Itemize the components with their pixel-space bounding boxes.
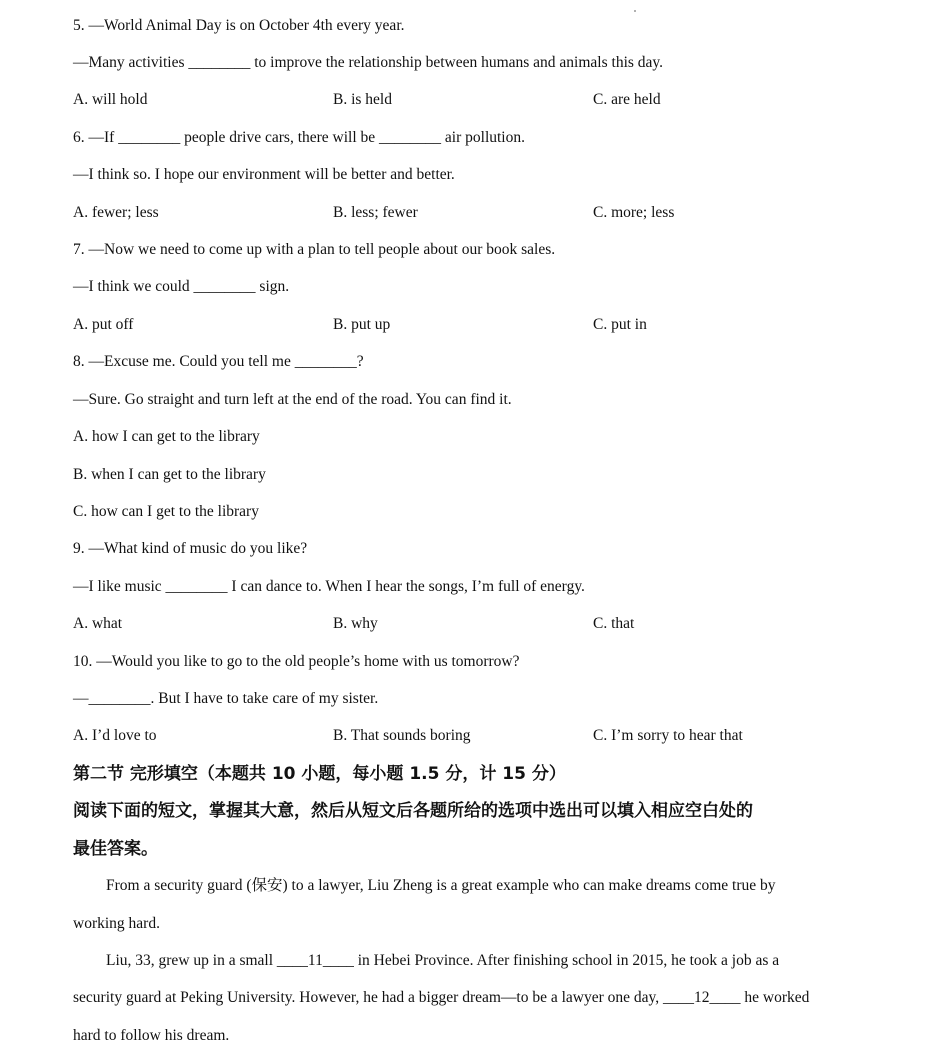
- option-a[interactable]: A. how I can get to the library: [73, 428, 260, 445]
- option-c[interactable]: C. I’m sorry to hear that: [593, 727, 743, 744]
- option-c[interactable]: C. how can I get to the library: [73, 503, 259, 520]
- question-6-prompt: 6. —If ________ people drive cars, there will be ________ air pollution.: [73, 129, 525, 146]
- option-a[interactable]: A. will hold: [73, 91, 148, 108]
- speck-mark: [634, 10, 636, 12]
- passage-text: in Hebei Province. After finishing school in 2015, he took a job as a: [353, 952, 780, 969]
- option-c[interactable]: C. that: [593, 615, 635, 632]
- question-6-reply: —I think so. I hope our environment will be better and better.: [73, 166, 455, 183]
- option-c[interactable]: C. more; less: [593, 204, 675, 221]
- passage-paragraph-2: [106, 951, 779, 971]
- option-c[interactable]: C. put in: [593, 316, 647, 333]
- question-8-reply: —Sure. Go straight and turn left at the end of the road. You can find it.: [73, 391, 512, 408]
- question-10-reply: —________. But I have to take care of my sister.: [73, 690, 379, 707]
- section-title: 第二节 完形填空（本题共 10 小题，每小题 1.5 分，计 15 分）: [73, 764, 566, 784]
- passage-paragraph-2-end: hard to follow his dream.: [73, 1027, 230, 1044]
- option-a[interactable]: A. fewer; less: [73, 204, 159, 221]
- option-b[interactable]: B. when I can get to the library: [73, 466, 266, 483]
- question-9-reply: —I like music ________ I can dance to. When I hear the songs, I’m full of energy.: [73, 578, 585, 595]
- option-a[interactable]: A. I’d love to: [73, 727, 157, 744]
- passage-text: Liu, 33, grew up in a small: [106, 952, 277, 969]
- option-b[interactable]: B. less; fewer: [333, 204, 418, 221]
- passage-paragraph-1-cont: working hard.: [73, 915, 160, 932]
- option-b[interactable]: B. is held: [333, 91, 392, 108]
- question-7-reply: —I think we could ________ sign.: [73, 278, 290, 295]
- option-b[interactable]: B. why: [333, 615, 378, 632]
- section-instruction: 阅读下面的短文，掌握其大意，然后从短文后各题所给的选项中选出可以填入相应空白处的: [73, 801, 753, 821]
- question-7-prompt: 7. —Now we need to come up with a plan to tell people about our book sales.: [73, 241, 556, 258]
- question-5-prompt: 5. —World Animal Day is on October 4th every year.: [73, 17, 405, 34]
- option-a[interactable]: A. what: [73, 615, 123, 632]
- passage-paragraph-1: From a security guard (保安) to a lawyer, Liu Zheng is a great example who can make dreams come true by: [106, 877, 776, 894]
- passage-text: security guard at Peking University. However, he had a bigger dream—to be a lawyer one day,: [73, 989, 664, 1006]
- option-a[interactable]: A. put off: [73, 316, 134, 333]
- passage-paragraph-2-cont: [73, 988, 809, 1008]
- passage-text: he worked: [740, 989, 810, 1006]
- question-10-prompt: 10. —Would you like to go to the old people’s home with us tomorrow?: [73, 653, 520, 670]
- blank-11[interactable]: ____11____: [276, 952, 354, 969]
- option-c[interactable]: C. are held: [593, 91, 661, 108]
- section-instruction-cont: 最佳答案。: [73, 839, 158, 859]
- question-9-prompt: 9. —What kind of music do you like?: [73, 540, 308, 557]
- option-b[interactable]: B. That sounds boring: [333, 727, 471, 744]
- blank-12[interactable]: ____12____: [663, 989, 741, 1006]
- option-b[interactable]: B. put up: [333, 316, 391, 333]
- question-5-reply: —Many activities ________ to improve the relationship between humans and animals this day.: [73, 54, 664, 71]
- question-8-prompt: 8. —Excuse me. Could you tell me ________?: [73, 353, 364, 370]
